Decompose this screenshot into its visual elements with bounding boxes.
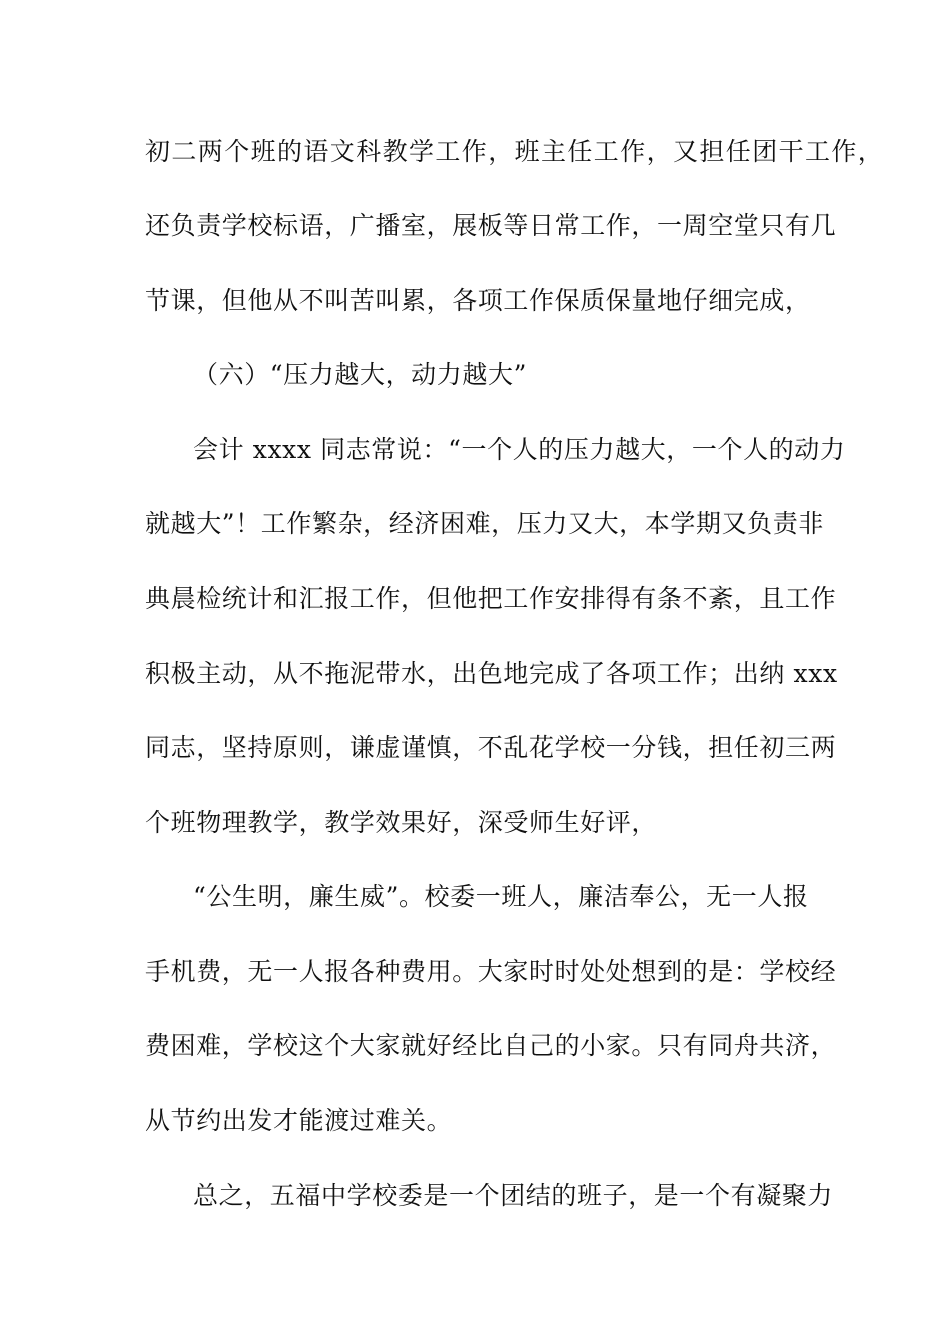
section-heading: （六）“压力越大，动力越大”: [193, 360, 527, 389]
text-line: 初二两个班的语文科教学工作，班主任工作，又担任团干工作，: [145, 137, 885, 166]
text-line: 手机费，无一人报各种费用。大家时时处处想到的是：学校经: [145, 957, 837, 986]
text-line: 就越大”！工作繁杂，经济困难，压力又大，本学期又负责非: [145, 509, 824, 538]
text-line: 还负责学校标语，广播室，展板等日常工作，一周空堂只有几: [145, 211, 837, 240]
text-line: 会计 xxxx 同志常说：“一个人的压力越大，一个人的动力: [193, 435, 846, 464]
text-line: 从节约出发才能渡过难关。: [145, 1106, 453, 1135]
text-line: 典晨检统计和汇报工作，但他把工作安排得有条不紊，且工作: [145, 584, 837, 613]
text-line: “公生明，廉生威”。校委一班人，廉洁奉公，无一人报: [193, 882, 809, 911]
text-line: 积极主动，从不拖泥带水，出色地完成了各项工作；出纳 xxx: [145, 659, 838, 688]
text-line: 总之，五福中学校委是一个团结的班子，是一个有凝聚力: [193, 1181, 834, 1210]
text-line: 节课，但他从不叫苦叫累，各项工作保质保量地仔细完成，: [145, 286, 811, 315]
text-line: 同志，坚持原则，谦虚谨慎，不乱花学校一分钱，担任初三两: [145, 733, 837, 762]
text-line: 个班物理教学，教学效果好，深受师生好评，: [145, 808, 658, 837]
text-line: 费困难，学校这个大家就好经比自己的小家。只有同舟共济，: [145, 1031, 837, 1060]
